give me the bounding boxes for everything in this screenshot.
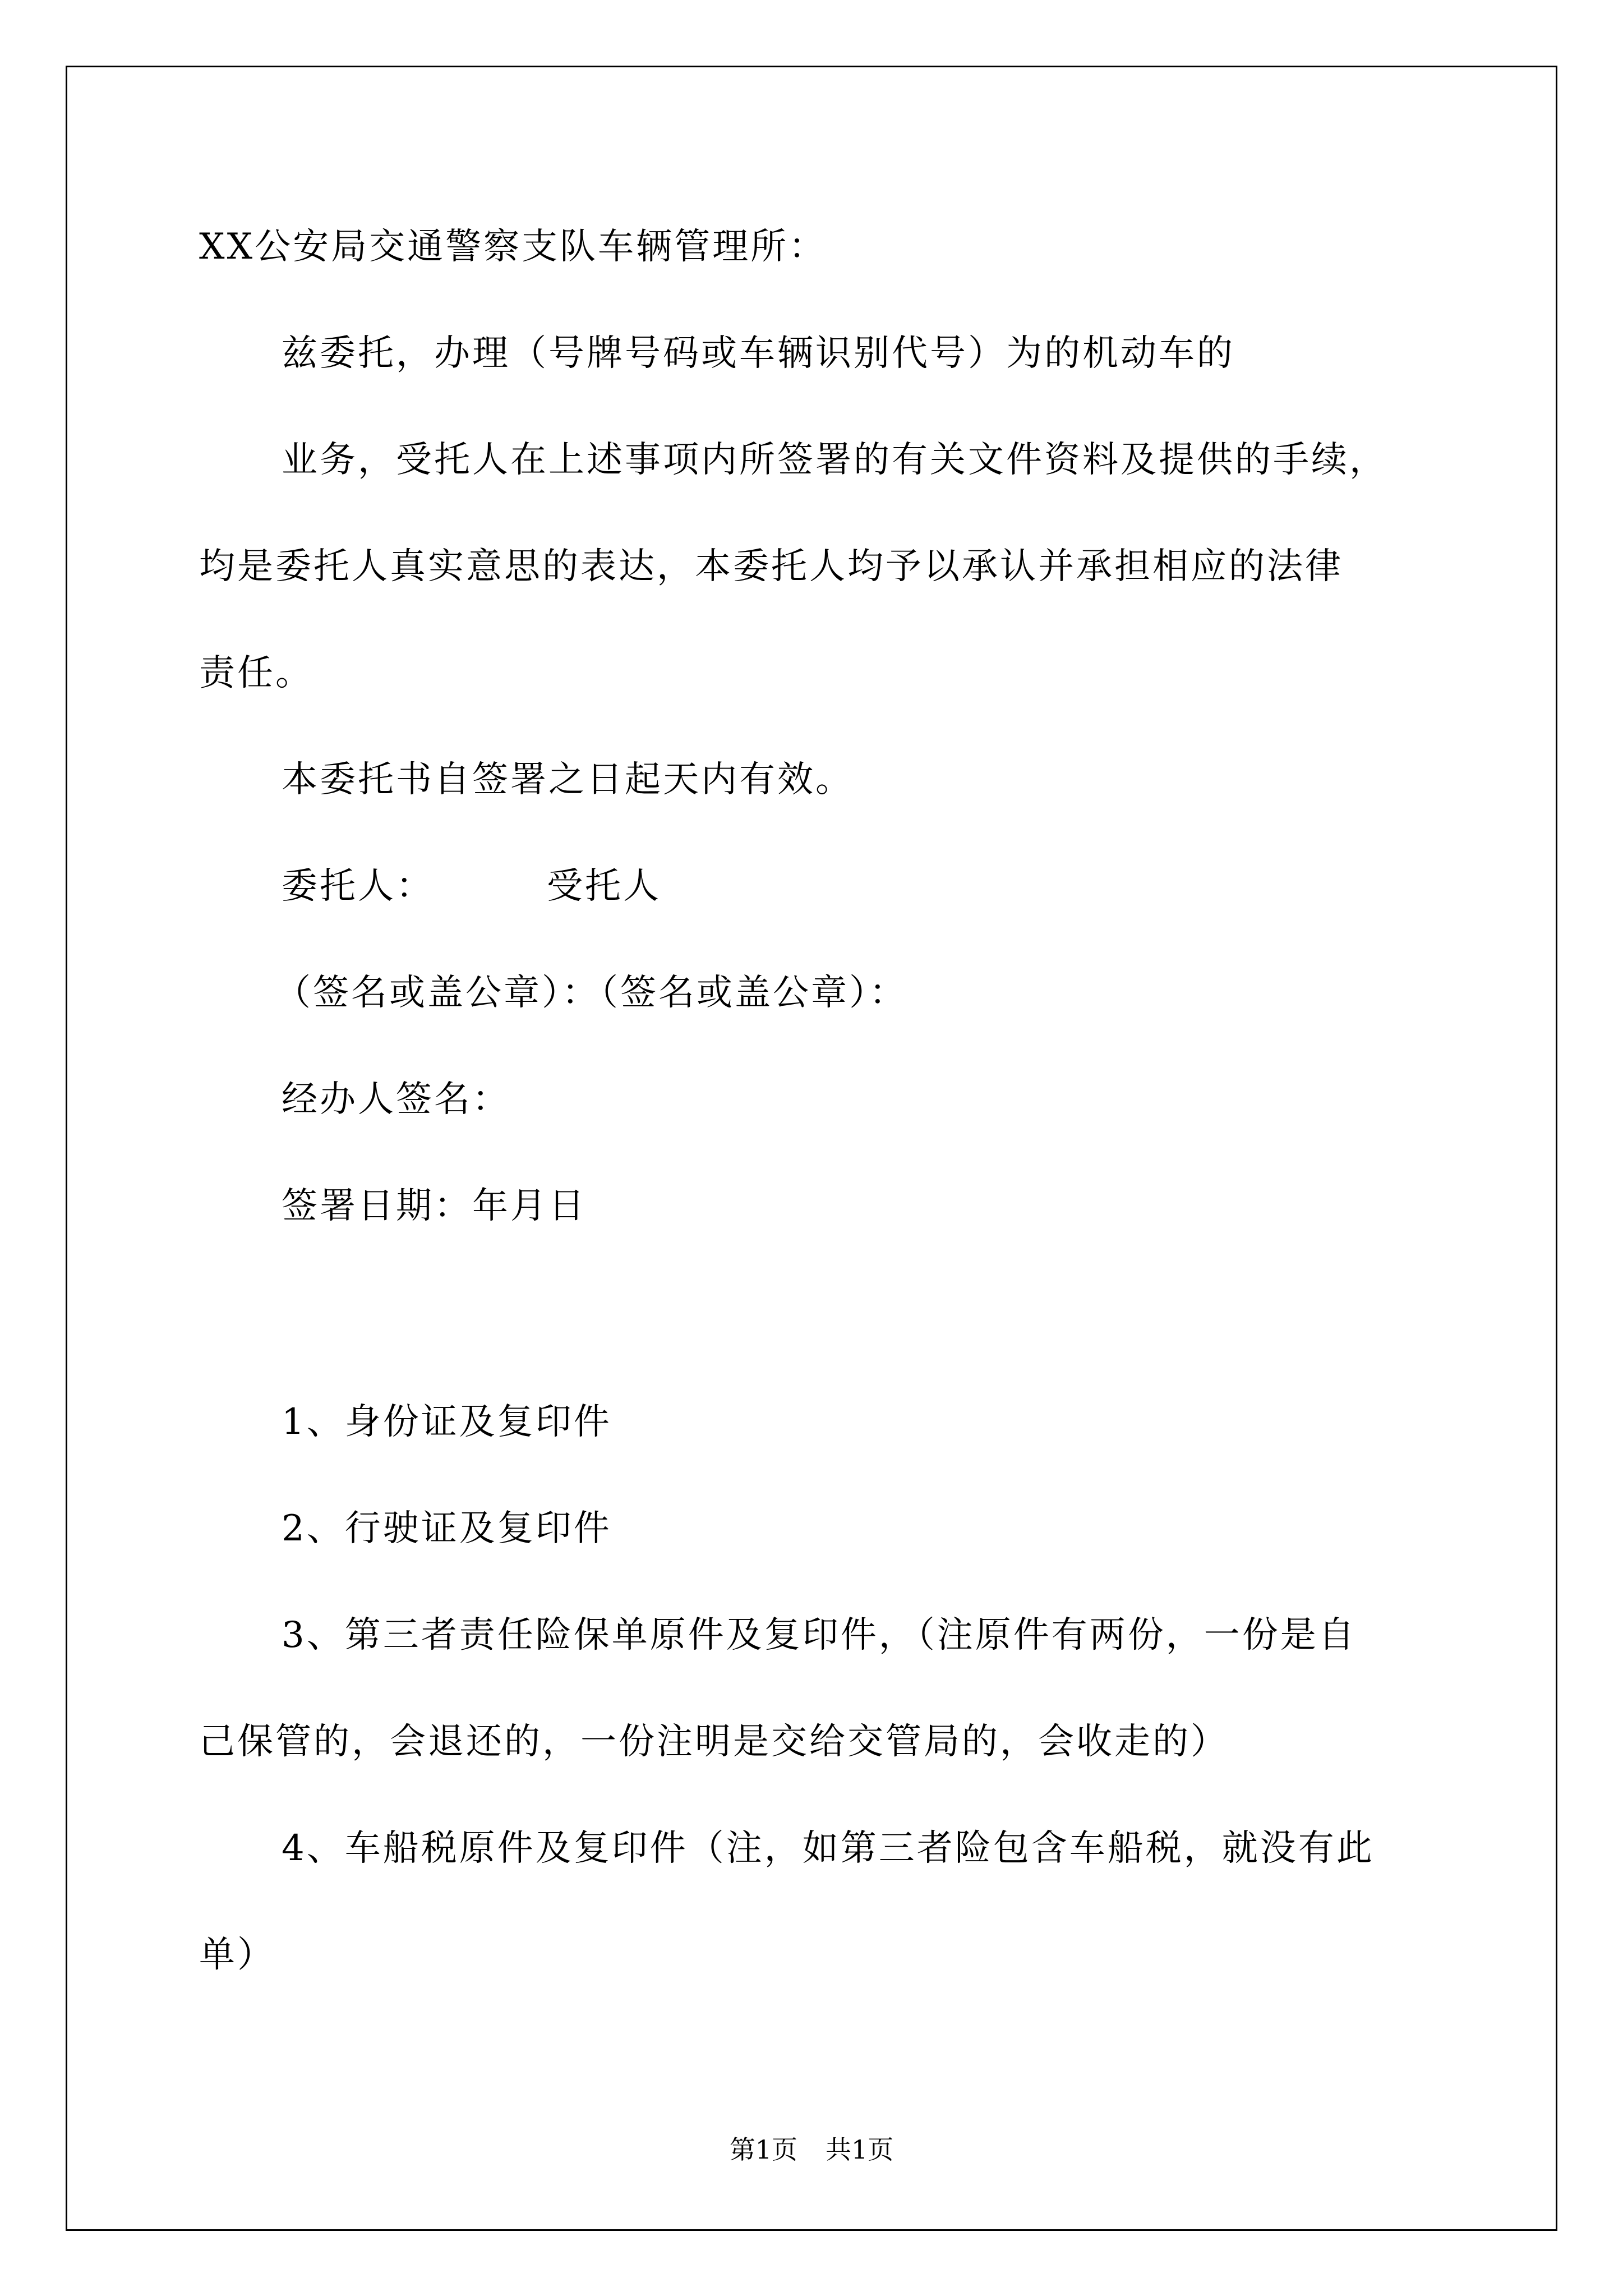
list-item-3: 3、第三者责任险保单原件及复印件，（注原件有两份，一份是自 (282, 1614, 1357, 1656)
handler-signature-line: 经办人签名： (282, 1079, 510, 1120)
list-item-1: 1、身份证及复印件 (282, 1401, 612, 1443)
page-border (66, 66, 1557, 2231)
list-item-4-continued: 单） (199, 1934, 275, 1976)
list-item-3-continued: 己保管的，会退还的，一份注明是交给交管局的，会收走的） (199, 1721, 1229, 1763)
agent-label: 受托人 (547, 866, 661, 907)
page-total: 共1页 (826, 2134, 894, 2165)
body-line-2: 业务，受托人在上述事项内所签署的有关文件资料及提供的手续， (282, 439, 1387, 481)
validity-line: 本委托书自签署之日起天内有效。 (282, 759, 854, 800)
body-line-3: 均是委托人真实意思的表达，本委托人均予以承认并承担相应的法律 (199, 546, 1343, 587)
signature-line: （签名或盖公章）：（签名或盖公章）： (275, 972, 907, 1014)
body-line-1: 兹委托，办理（号牌号码或车辆识别代号）为的机动车的 (282, 333, 1235, 374)
page-current: 第1页 (729, 2134, 797, 2165)
list-item-2: 2、行驶证及复印件 (282, 1508, 612, 1549)
page-footer (0, 2133, 1623, 2166)
list-item-4: 4、车船税原件及复印件（注，如第三者险包含车船税，就没有此 (282, 1828, 1375, 1869)
addressee-line: XX公安局交通警察支队车辆管理所： (199, 226, 827, 268)
body-line-4: 责任。 (199, 652, 313, 694)
principal-label: 委托人： (282, 866, 434, 907)
sign-date-line: 签署日期：年月日 (282, 1185, 587, 1227)
